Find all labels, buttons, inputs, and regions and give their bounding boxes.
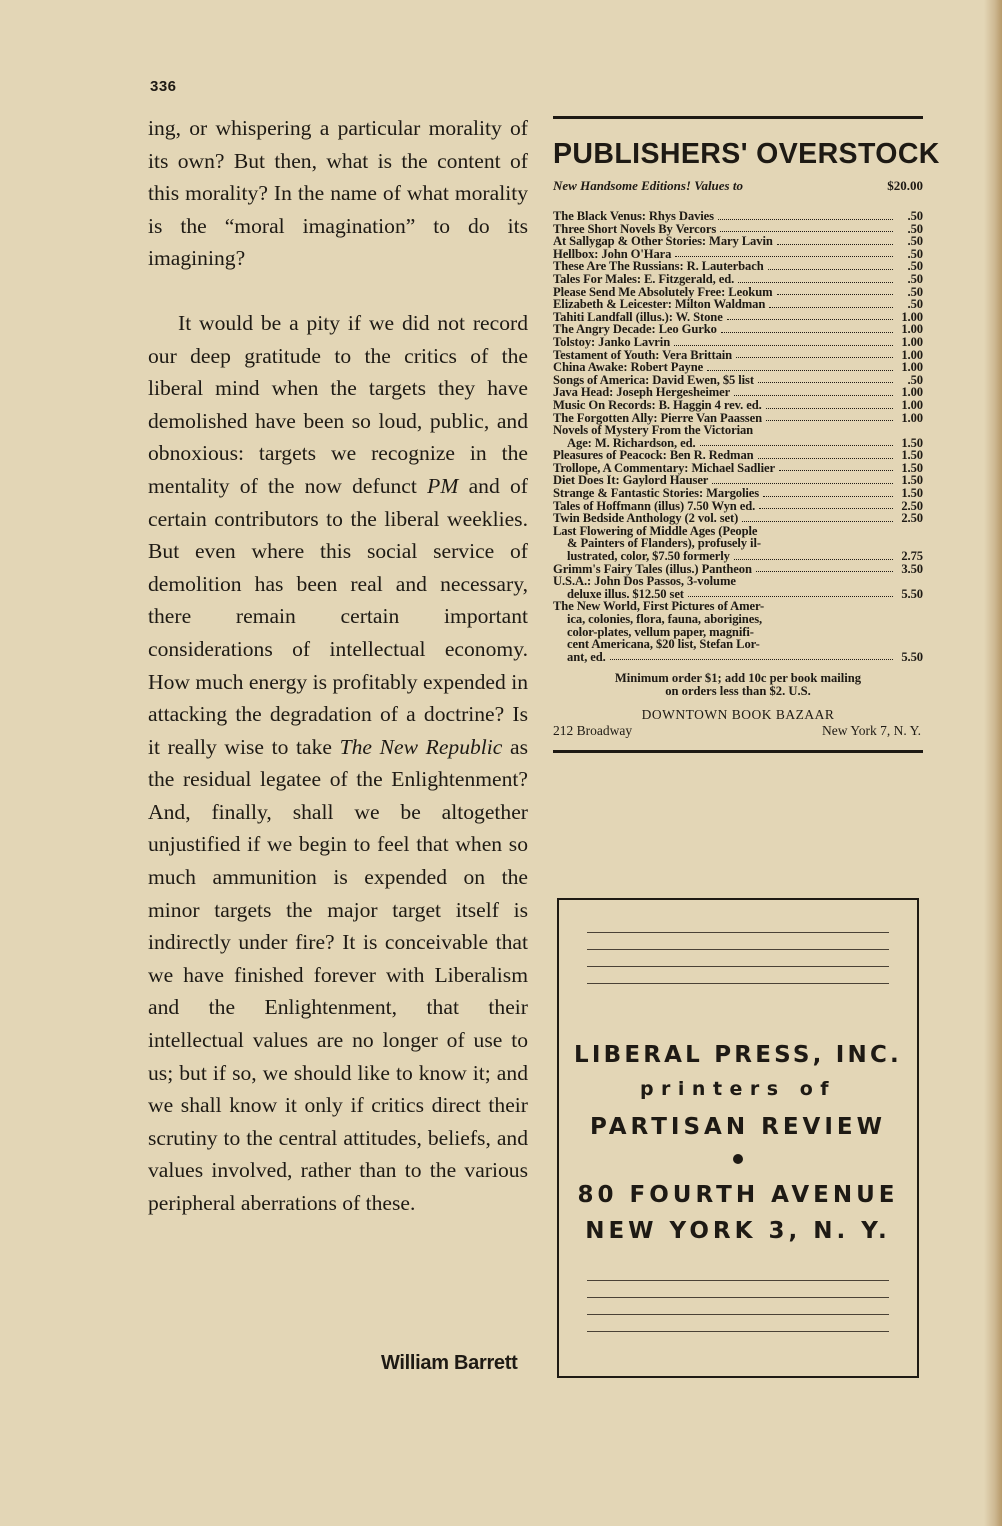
- store-name: DOWNTOWN BOOK BAZAAR: [641, 707, 835, 723]
- book-item: Elizabeth & Leicester: Milton Waldman .50: [553, 297, 923, 312]
- book-item: Twin Bedside Anthology (2 vol. set) 2.50: [553, 511, 923, 526]
- book-item: China Awake: Robert Payne 1.00: [553, 360, 923, 375]
- book-item-usa: U.S.A.: John Dos Passos, 3-volume deluxe illus. $12.50 set 5.50: [553, 574, 923, 601]
- publishers-overstock-ad: [553, 116, 940, 753]
- book-item: At Sallygap & Other Stories: Mary Lavin .50: [553, 234, 923, 249]
- subtitle-text: New Handsome Editions! Values to: [553, 178, 743, 193]
- press-printers-of: printers of: [639, 1078, 837, 1100]
- book-item: Songs of America: David Ewen, $5 list .50: [553, 372, 923, 387]
- book-item: Strange & Fantastic Stories: Margolies 1.50: [553, 486, 923, 501]
- book-item-flowering: Last Flowering of Middle Ages (People & Painters of Flanders), profusely il- lustrated, color, $7.50 formerly 2.75: [553, 523, 923, 564]
- article-paragraph-1: ing, or whispering a particular morality of its own? But then, what is the content of this morality? In the name of what morality is the “moral imagination” to do its imagining?: [148, 116, 528, 271]
- book-item-new-world: The New World, First Pictures of Amer- ica, colonies, flora, fauna, aborigines, color-plates, vellum paper, magnifi- cent Americana, $20 list, Stefan Lor- ant, ed. 5.50: [553, 599, 923, 664]
- book-item: Diet Does It: Gaylord Hauser 1.50: [553, 473, 923, 488]
- book-item: Java Head: Joseph Hergesheimer 1.00: [553, 385, 923, 400]
- press-partisan-review: PARTISAN REVIEW: [590, 1114, 886, 1140]
- book-item: Tales For Males: E. Fitzgerald, ed. .50: [553, 271, 923, 286]
- book-list: [553, 210, 923, 663]
- book-item: Please Send Me Absolutely Free: Leokum .50: [553, 284, 923, 299]
- press-address-city: NEW YORK 3, N. Y.: [585, 1218, 891, 1244]
- new-republic-italic: The New Republic: [339, 734, 503, 759]
- paragraph-2-text-a: It would be a pity if we did not record our deep gratitude to the critics of the liberal mind when the targets they have demolished have been so loud, public, and obnoxious: targets we recognize in the mentality of the now defunct: [148, 310, 528, 498]
- book-item: These Are The Russians: R. Lauterbach .50: [553, 259, 923, 274]
- paragraph-2-text-b: and of certain contributors to the liberal weeklies. But even where this social service of demolition has been real and necessary, there remain certain important considerations of intellectual economy. How much energy is profitably expended in attacking the degradation of a doctrine? Is it really wise to take: [148, 473, 529, 759]
- book-item: Hellbox: John O'Hara .50: [553, 246, 923, 261]
- pm-italic: PM: [427, 473, 459, 498]
- book-item: Tolstoy: Janko Lavrin 1.00: [553, 334, 923, 349]
- store-address: [553, 723, 923, 738]
- store-city: New York 7, N. Y.: [821, 723, 921, 739]
- book-item: The Angry Decade: Leo Gurko 1.00: [553, 322, 923, 337]
- book-item: The Black Venus: Rhys Davies .50: [553, 209, 923, 223]
- page-number: 336: [150, 78, 177, 95]
- top-rule: [553, 116, 923, 119]
- decorative-rules-top: [587, 932, 889, 1000]
- paragraph-2-text-c: as the residual legatee of the Enlightenment? And, finally, shall we be altogether unjustified if we begin to feel that when so much ammunition is expended on the minor targets the major target itself is indirectly under fire? It is conceivable that we have finished forever with Liberalism and the Enlightenment, that their intellectual values are no longer of use to us; but if so, we should like to know it; and we shall know it only if critics direct their scrutiny to the central attitudes, beliefs, and values involved, rather than to the various peripheral aberrations of these.: [148, 734, 528, 1215]
- press-company-name: LIBERAL PRESS, INC.: [574, 1042, 902, 1068]
- overstock-subtitle: [553, 178, 923, 194]
- bottom-rule: [553, 750, 923, 753]
- liberal-press-ad: [557, 898, 919, 1378]
- book-item: Tahiti Landfall (illus.): W. Stone 1.00: [553, 309, 923, 324]
- bullet-dot: [733, 1154, 743, 1164]
- book-item: Tales of Hoffmann (illus) 7.50 Wyn ed. 2.50: [553, 498, 923, 513]
- book-item: Pleasures of Peacock: Ben R. Redman 1.50: [553, 448, 923, 463]
- book-item: Trollope, A Commentary: Michael Sadlier 1.50: [553, 460, 923, 475]
- overstock-title: PUBLISHERS' OVERSTOCK: [553, 138, 940, 170]
- article-column: [148, 112, 528, 1220]
- press-address-street: 80 FOURTH AVENUE: [577, 1182, 899, 1208]
- minimum-order-note: Minimum order $1; add 10c per book mailing on orders less than $2. U.S.: [614, 671, 862, 699]
- subtitle-price: $20.00: [887, 178, 923, 193]
- book-item: The Forgotten Ally: Pierre Van Paassen 1.00: [553, 410, 923, 425]
- book-item: Music On Records: B. Haggin 4 rev. ed. 1.00: [553, 397, 923, 412]
- page-edge: [984, 0, 1002, 1526]
- book-item: Three Short Novels By Vercors .50: [553, 221, 923, 236]
- book-item-victorian: Novels of Mystery From the Victorian Age: M. Richardson, ed. 1.50: [553, 423, 923, 450]
- book-item-grimm: Grimm's Fairy Tales (illus.) Pantheon 3.50: [553, 561, 923, 576]
- author-signature: William Barrett: [381, 1352, 518, 1374]
- decorative-rules-bottom: [587, 1280, 889, 1348]
- store-street: 212 Broadway: [553, 723, 633, 739]
- article-paragraph-2: [148, 307, 528, 1220]
- book-item: Testament of Youth: Vera Brittain 1.00: [553, 347, 923, 362]
